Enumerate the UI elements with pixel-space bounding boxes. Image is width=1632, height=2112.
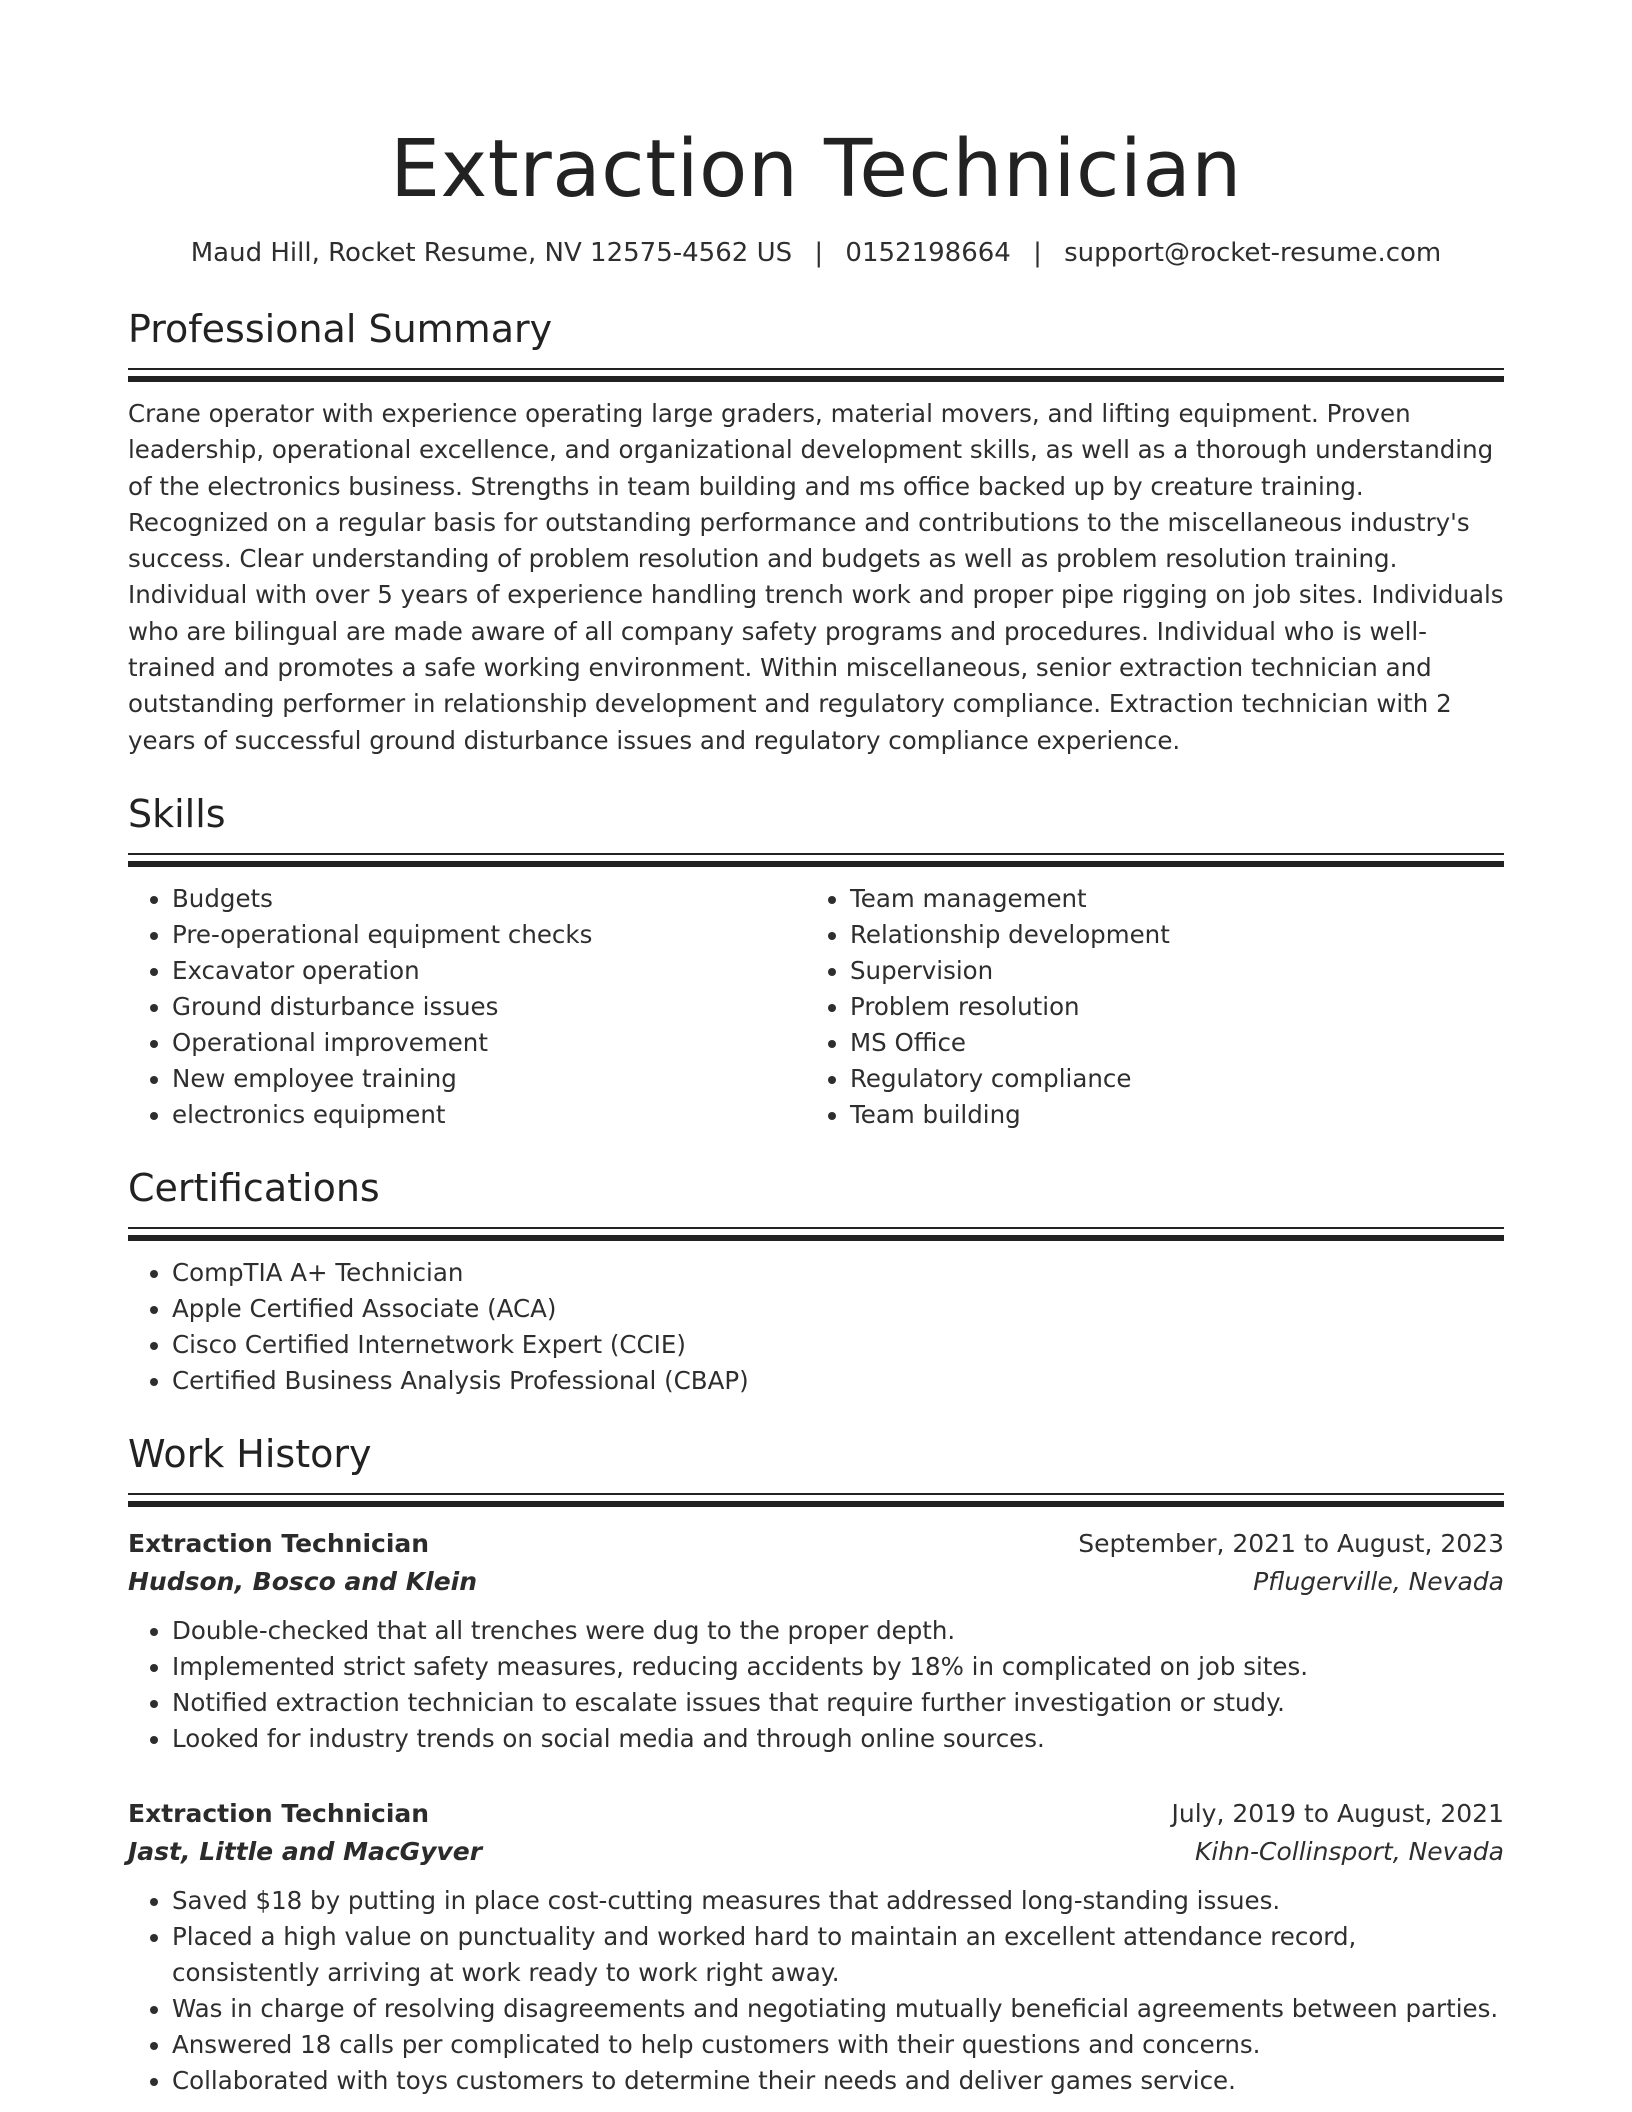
skill-item: • Team management [850,881,1484,917]
certifications-section [128,1163,1504,1399]
job-bullet: • Placed a high value on punctuality and worked hard to maintain an excellent attendance record, consistently arriving at work ready to work right away. [172,1919,1504,1991]
job-bullet: • Implemented strict safety measures, reducing accidents by 18% in complicated on job sites. [172,1649,1504,1685]
job-bullet-list [128,1883,1504,2099]
skill-item: • Relationship development [850,917,1484,953]
skills-section [128,789,1504,1133]
certification-item: • CompTIA A+ Technician [172,1255,1504,1291]
job-header-row [128,1525,1504,1563]
contact-phone: 0152198664 [845,238,1011,268]
job-location: Kihn-Collinsport, Nevada [1194,1836,1504,1866]
summary-text: Crane operator with experience operating large graders, material movers, and lifting equipment. Proven leadership, operational excellence, and organizational development skills, as well as a thorough understanding of the electronics business. Strengths in team building and ms office backed up by creature training. Recognized on a regular basis for outstanding performance and contributions to the miscellaneous industry's success. Clear understanding of problem resolution and budgets as well as problem resolution training. Individual with over 5 years of experience handling trench work and proper pipe rigging on job sites. Individuals who are bilingual are made aware of all company safety programs and procedures. Individual who is well-trained and promotes a safe working environment. Within miscellaneous, senior extraction technician and outstanding performer in relationship development and regulatory compliance. Extraction technician with 2 years of successful ground disturbance issues and regulatory compliance experience. [128,399,1504,755]
contact-separator: | [814,238,824,268]
section-title-skills: Skills [128,791,226,836]
resume-page [128,0,1504,2099]
skills-column-left [128,881,806,1133]
resume-title: Extraction Technician [390,123,1242,215]
skill-item: • Pre-operational equipment checks [172,917,806,953]
section-divider-thick [128,376,1504,382]
certification-item: • Apple Certified Associate (ACA) [172,1291,1504,1327]
job-header-row [128,1795,1504,1833]
skill-item: • Operational improvement [172,1025,806,1061]
skill-item: • Ground disturbance issues [172,989,806,1025]
job-bullet: • Saved $18 by putting in place cost-cutting measures that addressed long-standing issues. [172,1883,1504,1919]
job-title: Extraction Technician [128,1798,430,1828]
contact-address: Maud Hill, Rocket Resume, NV 12575-4562 US [190,238,793,268]
skills-list-left [128,881,806,1133]
skill-item: • Team building [850,1097,1484,1133]
job-company: Hudson, Bosco and Klein [128,1566,478,1596]
jobs-container [128,1525,1504,2099]
job-bullet: • Double-checked that all trenches were dug to the proper depth. [172,1613,1504,1649]
contact-line [128,236,1504,270]
summary-section [128,304,1504,759]
section-title-summary: Professional Summary [128,307,553,351]
certification-item: • Certified Business Analysis Professional (CBAP) [172,1363,1504,1399]
skill-item: • Budgets [172,881,806,917]
job-entry [128,1525,1504,1757]
job-company-row [128,1563,1504,1601]
section-divider [128,368,1504,370]
section-title-certifications: Certifications [128,1165,380,1210]
section-divider-thick [128,1501,1504,1507]
job-bullet: • Was in charge of resolving disagreements and negotiating mutually beneficial agreements between parties. [172,1991,1504,2027]
contact-email: support@rocket-resume.com [1064,238,1442,268]
section-divider-thick [128,861,1504,867]
job-entry [128,1795,1504,2099]
skill-item: • Regulatory compliance [850,1061,1484,1097]
job-bullet: • Answered 18 calls per complicated to help customers with their questions and concerns. [172,2027,1504,2063]
skill-item: • Problem resolution [850,989,1484,1025]
job-dates: September, 2021 to August, 2023 [1078,1528,1504,1558]
job-company: Jast, Little and MacGyver [128,1836,483,1866]
skill-item: • electronics equipment [172,1097,806,1133]
job-title: Extraction Technician [128,1528,430,1558]
job-dates: July, 2019 to August, 2021 [1171,1798,1504,1828]
skills-list-right [806,881,1484,1133]
contact-separator: | [1033,238,1042,268]
job-location: Pflugerville, Nevada [1253,1566,1504,1596]
section-divider-thick [128,1235,1504,1241]
job-company-row [128,1833,1504,1871]
skill-item: • Excavator operation [172,953,806,989]
certification-item: • Cisco Certified Internetwork Expert (CCIE) [172,1327,1504,1363]
section-divider [128,1227,1504,1229]
skill-item: • MS Office [850,1025,1484,1061]
certifications-list [128,1255,1504,1399]
section-title-work-history: Work History [128,1431,372,1476]
job-bullet-list [128,1613,1504,1757]
section-divider [128,853,1504,855]
skill-item: • Supervision [850,953,1484,989]
skill-item: • New employee training [172,1061,806,1097]
work-history-section [128,1429,1504,2099]
job-bullet: • Notified extraction technician to escalate issues that require further investigation or study. [172,1685,1504,1721]
job-bullet: • Collaborated with toys customers to determine their needs and deliver games service. [172,2063,1504,2099]
skills-column-right [806,881,1484,1133]
job-bullet: • Looked for industry trends on social media and through online sources. [172,1721,1504,1757]
skills-grid [128,881,1504,1133]
section-divider [128,1493,1504,1495]
